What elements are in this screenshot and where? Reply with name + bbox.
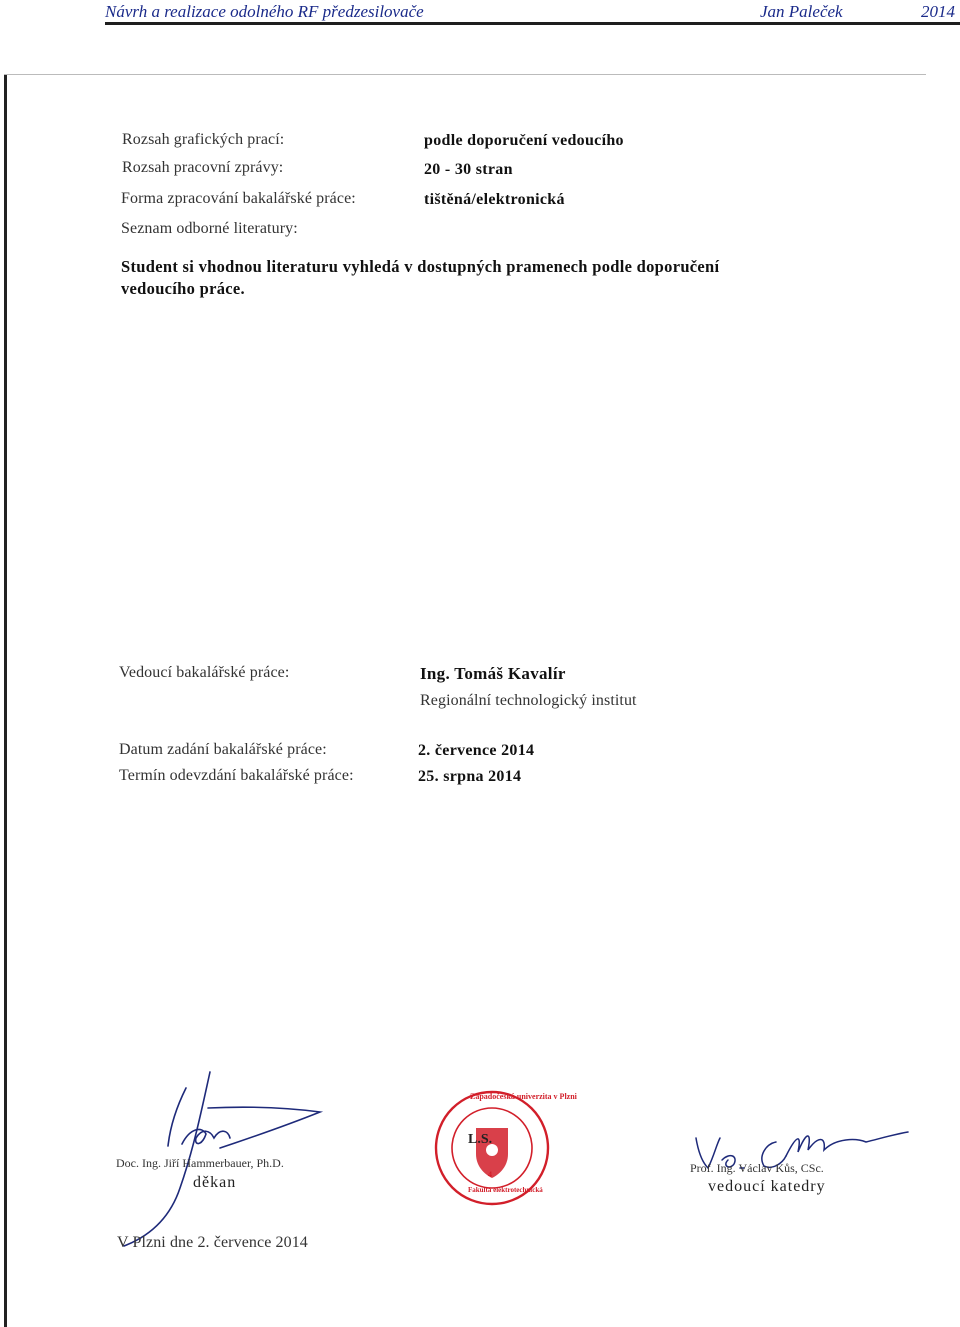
assigned-date-value: 2. července 2014 bbox=[418, 742, 535, 759]
supervisor-name: Ing. Tomáš Kavalír bbox=[420, 664, 566, 683]
literature-label: Seznam odborné literatury: bbox=[121, 220, 298, 237]
dean-title: děkan bbox=[193, 1174, 237, 1191]
report-label: Rozsah pracovní zprávy: bbox=[122, 159, 284, 176]
form-label: Forma zpracování bakalářské práce: bbox=[121, 190, 356, 207]
header-author: Jan Paleček bbox=[760, 2, 843, 21]
stamp-text-bottom: Fakulta elektrotechnická bbox=[468, 1186, 543, 1194]
supervisor-institution: Regionální technologický institut bbox=[420, 692, 637, 709]
head-title: vedoucí katedry bbox=[708, 1178, 826, 1195]
supervisor-label: Vedoucí bakalářské práce: bbox=[119, 664, 290, 681]
place-date: V Plzni dne 2. července 2014 bbox=[117, 1234, 308, 1251]
head-name: Prof. Ing. Václav Kůs, CSc. bbox=[690, 1161, 824, 1175]
deadline-label: Termín odevzdání bakalářské práce: bbox=[119, 767, 354, 784]
stamp-number: 4 bbox=[488, 1170, 492, 1179]
form-value: tištěná/elektronická bbox=[424, 191, 565, 208]
report-value: 20 - 30 stran bbox=[424, 161, 513, 178]
literature-text: Student si vhodnou literaturu vyhledá v dostupných pramenech podle doporučení vedoucího práce. bbox=[121, 257, 720, 298]
page-header bbox=[105, 2, 958, 24]
scan-top-line bbox=[4, 74, 926, 75]
scan-left-edge bbox=[4, 75, 7, 1327]
stamp-text-top: Západočeská univerzita v Plzni bbox=[470, 1092, 577, 1101]
deadline-value: 25. srpna 2014 bbox=[418, 768, 522, 785]
assigned-date-label: Datum zadání bakalářské práce: bbox=[119, 741, 327, 758]
dean-name: Doc. Ing. Jiří Hammerbauer, Ph.D. bbox=[116, 1156, 284, 1170]
header-year: 2014 bbox=[921, 2, 955, 21]
header-rule bbox=[105, 22, 960, 25]
graphics-label: Rozsah grafických prací: bbox=[122, 131, 285, 148]
graphics-value: podle doporučení vedoucího bbox=[424, 132, 624, 149]
header-title: Návrh a realizace odolného RF předzesilovače bbox=[105, 2, 424, 21]
stamp-ls: L.S. bbox=[468, 1132, 493, 1147]
